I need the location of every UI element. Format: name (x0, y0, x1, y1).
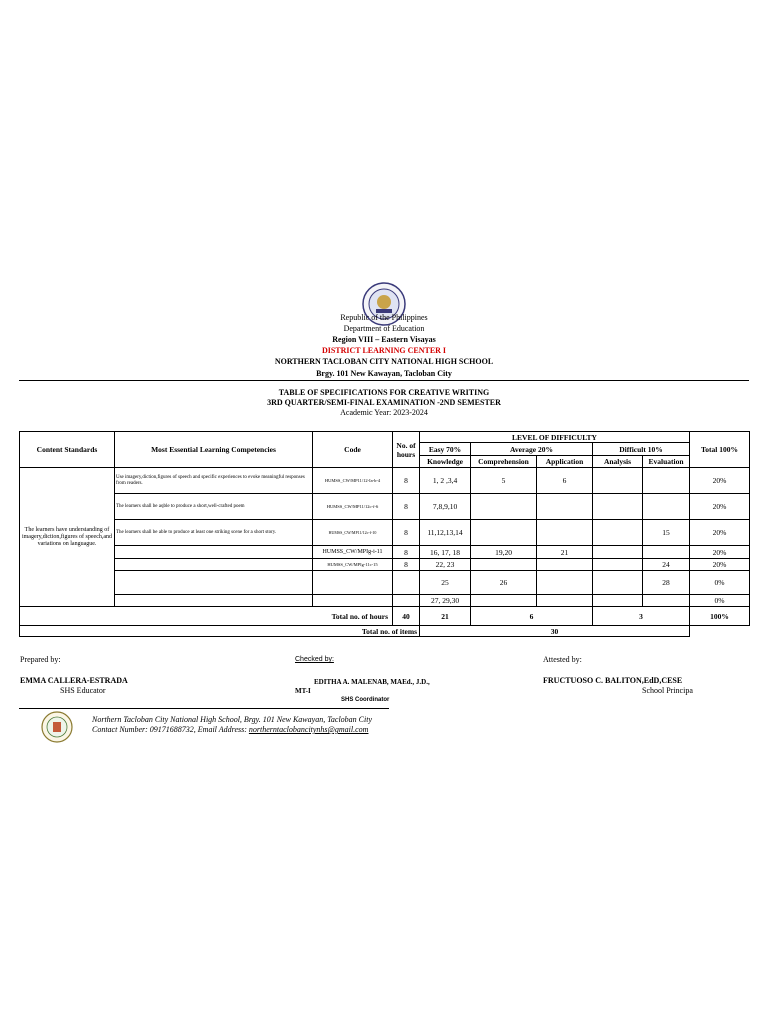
title-academic-year: Academic Year: 2023-2024 (340, 408, 428, 417)
header-code: Code (313, 432, 393, 468)
header-competencies: Most Essential Learning Competencies (115, 432, 313, 468)
specifications-table (19, 431, 750, 637)
total-hours-label: Total no. of hours (20, 607, 393, 626)
prepared-by-label: Prepared by: (20, 655, 61, 664)
row-total-cell: 20% (690, 494, 750, 520)
totals-row (20, 607, 750, 626)
header-total: Total 100% (690, 432, 750, 468)
competency-cell: The learners shall be aqble to produce a short,well-crafted poem (115, 494, 313, 520)
header-easy: Easy 70% (420, 443, 471, 456)
footer-email-link[interactable]: northerntaclobancitynhs@gmail.com (248, 725, 369, 734)
code-cell (313, 595, 393, 607)
code-cell (313, 571, 393, 595)
total-average-value: 6 (471, 607, 593, 626)
application-cell: 6 (537, 468, 593, 494)
header-comprehension: Comprehension (471, 456, 537, 468)
empty-cell (690, 626, 750, 637)
footer-address: Northern Tacloban City National High School, Brgy. 101 New Kawayan, Tacloban City (92, 715, 373, 724)
analysis-cell (593, 595, 643, 607)
header-address: Brgy. 101 New Kawayan, Tacloban City (316, 369, 452, 378)
knowledge-cell: 27, 29,30 (420, 595, 471, 607)
title-line2: 3RD QUARTER/SEMI-FINAL EXAMINATION -2ND SEMESTER (267, 398, 501, 407)
table-row (20, 494, 750, 520)
code-cell: HUMSS_CW/MP11/12-Ia-b-4 (313, 468, 393, 494)
checked-by-name: EDITHA A. MALENAB, MAEd., J.D., (314, 678, 430, 686)
header-republic: Republic of the Philippines (340, 313, 428, 322)
comprehension-cell (471, 559, 537, 571)
header-level-of-difficulty: LEVEL OF DIFFICULTY (420, 432, 690, 443)
total-difficult-value: 3 (593, 607, 690, 626)
application-cell (537, 571, 593, 595)
attested-by-name: FRUCTUOSO C. BALITON,EdD,CESE (543, 676, 683, 685)
evaluation-cell: 24 (643, 559, 690, 571)
hours-cell: 8 (393, 559, 420, 571)
school-logo (41, 711, 73, 743)
application-cell (537, 494, 593, 520)
table-row (20, 571, 750, 595)
comprehension-cell (471, 520, 537, 546)
evaluation-cell (643, 595, 690, 607)
hours-cell: 8 (393, 494, 420, 520)
competency-cell: The learners shall be able to produce at least one striking scene for a short story. (115, 520, 313, 546)
competency-cell (115, 571, 313, 595)
evaluation-cell (643, 468, 690, 494)
application-cell (537, 559, 593, 571)
competency-cell (115, 595, 313, 607)
hours-cell: 8 (393, 468, 420, 494)
items-row (20, 626, 750, 637)
analysis-cell (593, 468, 643, 494)
prepared-by-name: EMMA CALLERA-ESTRADA (20, 676, 128, 685)
knowledge-cell: 22, 23 (420, 559, 471, 571)
row-total-cell: 20% (690, 559, 750, 571)
analysis-cell (593, 559, 643, 571)
footer-contact-prefix: Contact Number: 09171688732, Email Address: (92, 725, 249, 734)
application-cell (537, 520, 593, 546)
hours-cell: 8 (393, 546, 420, 559)
table-row (20, 546, 750, 559)
analysis-cell (593, 571, 643, 595)
comprehension-cell (471, 494, 537, 520)
total-percent-value: 100% (690, 607, 750, 626)
header-school-name: NORTHERN TACLOBAN CITY NATIONAL HIGH SCHOOL (274, 357, 494, 366)
table-row (20, 595, 750, 607)
header-application: Application (537, 456, 593, 468)
hours-cell (393, 595, 420, 607)
row-total-cell: 20% (690, 520, 750, 546)
competency-cell (115, 546, 313, 559)
comprehension-cell: 19,20 (471, 546, 537, 559)
analysis-cell (593, 546, 643, 559)
comprehension-cell: 5 (471, 468, 537, 494)
row-total-cell: 20% (690, 546, 750, 559)
knowledge-cell: 25 (420, 571, 471, 595)
header-region: Region VIII – Eastern Visayas (332, 335, 436, 344)
knowledge-cell: 7,8,9,10 (420, 494, 471, 520)
total-easy-value: 21 (420, 607, 471, 626)
evaluation-cell: 15 (643, 520, 690, 546)
header-content-standards: Content Standards (20, 432, 115, 468)
checked-by-title: SHS Coordinator (341, 697, 390, 703)
table-row (20, 559, 750, 571)
total-items-label: Total no. of items (20, 626, 420, 637)
header-district: DISTRICT LEARNING CENTER I (321, 346, 447, 355)
code-cell: HUMSS_CW/MP11/12c-f-6 (313, 494, 393, 520)
knowledge-cell: 1, 2 ,3,4 (420, 468, 471, 494)
content-standard-cell: The learners have understanding of imagery,diction,figures of speech,and variations on languague. (20, 468, 115, 607)
footer-divider (19, 708, 389, 709)
attested-by-title: School Principa (642, 686, 693, 695)
evaluation-cell (643, 494, 690, 520)
analysis-cell (593, 494, 643, 520)
evaluation-cell (643, 546, 690, 559)
code-cell: HUMSS_CW/MPIg-11c-15 (313, 559, 393, 571)
knowledge-cell: 16, 17, 18 (420, 546, 471, 559)
competency-cell (115, 559, 313, 571)
header-hours: No. of hours (393, 432, 420, 468)
row-total-cell: 0% (690, 595, 750, 607)
header-difficult: Difficult 10% (593, 443, 690, 456)
header-deped: Department of Education (343, 324, 425, 333)
footer-contact (92, 725, 368, 735)
attested-by-label: Attested by: (543, 655, 582, 664)
header-divider (19, 380, 749, 381)
row-total-cell: 0% (690, 571, 750, 595)
checked-by-label: Checked by: (295, 656, 334, 663)
header-average: Average 20% (471, 443, 593, 456)
comprehension-cell (471, 595, 537, 607)
table-row (20, 468, 750, 494)
evaluation-cell: 28 (643, 571, 690, 595)
table-row (20, 520, 750, 546)
total-hours-value: 40 (393, 607, 420, 626)
application-cell (537, 595, 593, 607)
checked-by-suffix: MT-I (295, 687, 311, 695)
prepared-by-title: SHS Educator (60, 686, 106, 695)
analysis-cell (593, 520, 643, 546)
total-items-value: 30 (420, 626, 690, 637)
hours-cell (393, 571, 420, 595)
header-evaluation: Evaluation (643, 456, 690, 468)
knowledge-cell: 11,12,13,14 (420, 520, 471, 546)
code-cell: HUMSS_CW/MP11/12c-f-10 (313, 520, 393, 546)
header-analysis: Analysis (593, 456, 643, 468)
title-line1: TABLE OF SPECIFICATIONS FOR CREATIVE WRITING (278, 388, 490, 397)
row-total-cell: 20% (690, 468, 750, 494)
application-cell: 21 (537, 546, 593, 559)
competency-cell: Use imagery,diction,figures of speech and specific experiences to evoke meaningful responses from readers. (115, 468, 313, 494)
comprehension-cell: 26 (471, 571, 537, 595)
hours-cell: 8 (393, 520, 420, 546)
code-cell: HUMSS_CW/MPIg-i-11 (313, 546, 393, 559)
header-knowledge: Knowledge (420, 456, 471, 468)
